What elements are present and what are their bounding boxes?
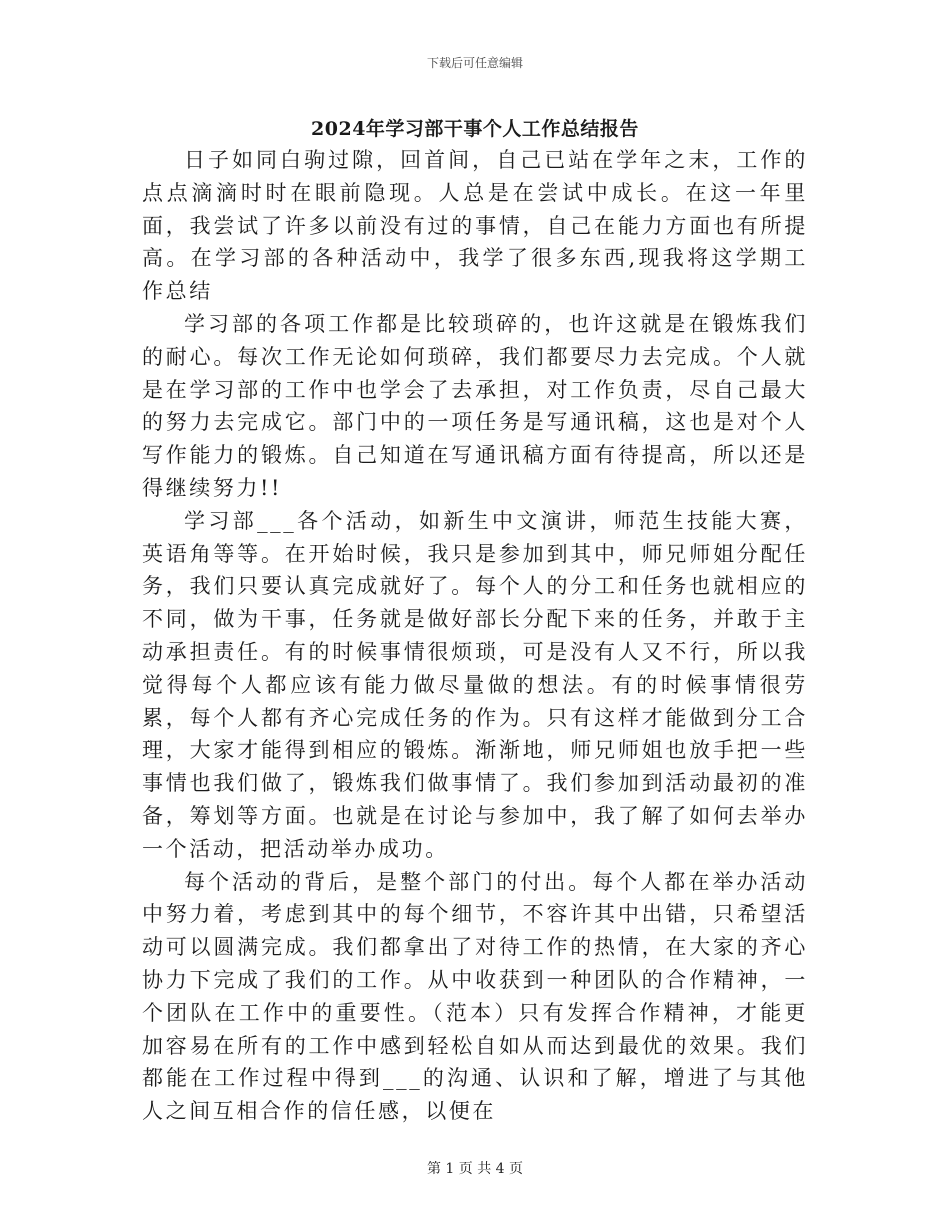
document-title: 2024年学习部干事个人工作总结报告 — [311, 118, 639, 140]
page-number: 第 1 页 共 4 页 — [426, 1161, 524, 1177]
paragraph: 学习部的各项工作都是比较琐碎的，也许这就是在锻炼我们的耐心。每次工作无论如何琐碎，我们都要尽力去完成。个人就是在学习部的工作中也学会了去承担，对工作负责，尽自己最大的努力去完成它。部门中的一项任务是写通讯稿，这也是对个人写作能力的锻炼。自己知道在写通讯稿方面有待提高，所以还是得继续努力!! — [142, 311, 808, 500]
header-note: 下载后可任意编辑 — [426, 56, 523, 70]
paragraph: 学习部___各个活动，如新生中文演讲，师范生技能大赛，英语角等等。在开始时候，我只是参加到其中，师兄师姐分配任务，我们只要认真完成就好了。每个人的分工和任务也就相应的不同，做为干事，任务就是做好部长分配下来的任务，并敢于主动承担责任。有的时候事情很烦琐，可是没有人又不行，所以我觉得每个人都应该有能力做尽量做的想法。有的时候事情很劳累，每个人都有齐心完成任务的作为。只有这样才能做到分工合理，大家才能得到相应的锻炼。渐渐地，师兄师姐也放手把一些事情也我们做了，锻炼我们做事情了。我们参加到活动最初的准备，筹划等方面。也就是在讨论与参加中，我了解了如何去举办一个活动，把活动举办成功。 — [142, 508, 808, 861]
paragraph: 日子如同白驹过隙，回首间，自己已站在学年之末，工作的点点滴滴时时在眼前隐现。人总是在尝试中成长。在这一年里面，我尝试了许多以前没有过的事情，自己在能力方面也有所提高。在学习部的各种活动中，我学了很多东西,现我将这学期工作总结 — [142, 148, 808, 304]
paragraph: 每个活动的背后，是整个部门的付出。每个人都在举办活动中努力着，考虑到其中的每个细节，不容许其中出错，只希望活动可以圆满完成。我们都拿出了对待工作的热情，在大家的齐心协力下完成了我们的工作。从中收获到一种团队的合作精神，一个团队在工作中的重要性。（范本）只有发挥合作精神，才能更加容易在所有的工作中感到轻松自如从而达到最优的效果。我们都能在工作过程中得到___的沟通、认识和了解，增进了与其他人之间互相合作的信任感，以便在 — [142, 869, 808, 1124]
document-body — [142, 144, 808, 1128]
